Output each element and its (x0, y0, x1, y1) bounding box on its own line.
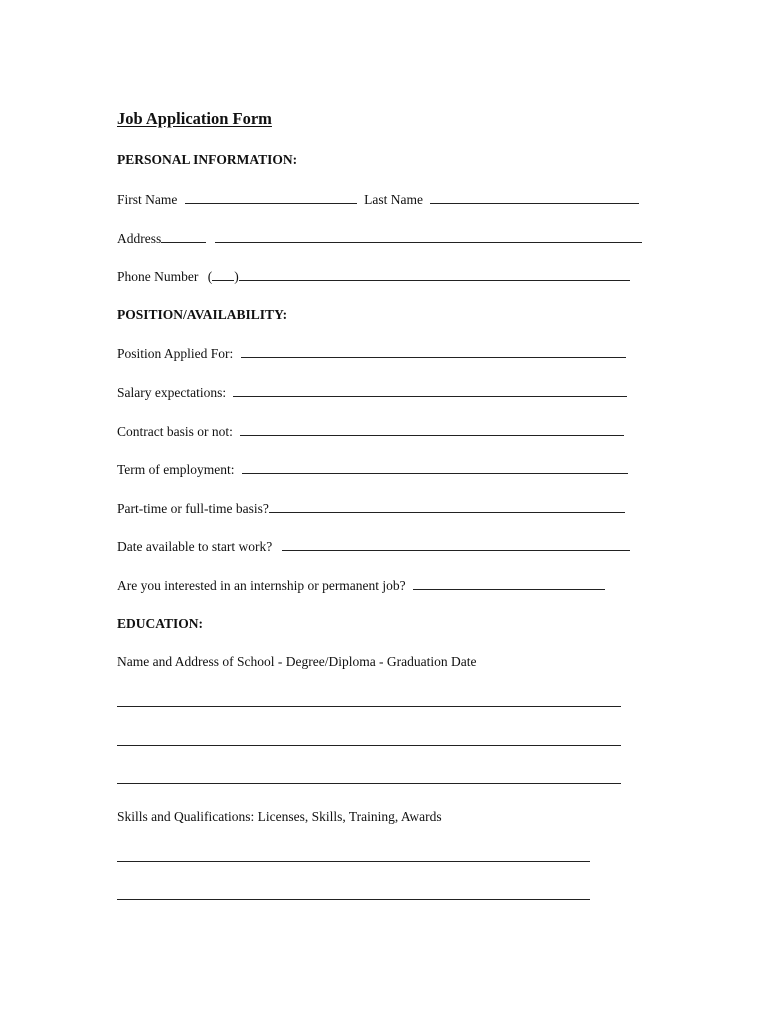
school-line-2[interactable] (117, 745, 621, 746)
school-line-3[interactable] (117, 783, 621, 784)
skills-line-1[interactable] (117, 861, 590, 862)
section-position-availability: POSITION/AVAILABILITY: (117, 307, 288, 322)
last-name-label: Last Name (364, 192, 423, 207)
internship-field[interactable] (413, 576, 605, 590)
term-label: Term of employment: (117, 462, 235, 477)
part-full-label: Part-time or full-time basis? (117, 501, 269, 516)
term-field[interactable] (242, 460, 628, 474)
part-full-row (117, 499, 625, 518)
salary-row (117, 383, 627, 402)
term-row (117, 460, 628, 479)
phone-area-code-field[interactable] (212, 267, 234, 281)
form-title: Job Application Form (117, 109, 272, 128)
internship-row (117, 576, 605, 595)
school-line-1[interactable] (117, 706, 621, 707)
phone-area-close: ) (234, 269, 239, 284)
skills-label: Skills and Qualifications: Licenses, Skills, Training, Awards (117, 809, 442, 824)
address-field[interactable] (215, 229, 642, 243)
salary-label: Salary expectations: (117, 385, 227, 400)
position-applied-field[interactable] (241, 344, 626, 358)
skills-line-2[interactable] (117, 899, 590, 900)
date-available-row (117, 537, 630, 556)
address-label: Address (117, 231, 162, 246)
contract-label: Contract basis or not: (117, 424, 233, 439)
first-name-label: First Name (117, 192, 178, 207)
address-field-short[interactable] (161, 229, 206, 243)
internship-label: Are you interested in an internship or permanent job? (117, 578, 406, 593)
phone-area-open: ( (207, 269, 213, 284)
school-label: Name and Address of School - Degree/Diploma - Graduation Date (117, 654, 477, 669)
phone-label: Phone Number (117, 269, 199, 284)
position-applied-label: Position Applied For: (117, 346, 234, 361)
last-name-field[interactable] (430, 190, 639, 204)
contract-field[interactable] (240, 422, 624, 436)
section-personal-information: PERSONAL INFORMATION: (117, 152, 298, 167)
salary-field[interactable] (233, 383, 627, 397)
first-name-field[interactable] (185, 190, 357, 204)
part-full-field[interactable] (269, 499, 625, 513)
contract-row (117, 422, 624, 441)
date-available-label: Date available to start work? (117, 539, 273, 554)
position-applied-row (117, 344, 626, 363)
address-row (117, 229, 642, 248)
section-education: EDUCATION: (117, 616, 204, 631)
name-row (117, 190, 639, 209)
phone-number-field[interactable] (239, 267, 630, 281)
date-available-field[interactable] (282, 537, 630, 551)
phone-row (117, 267, 630, 286)
